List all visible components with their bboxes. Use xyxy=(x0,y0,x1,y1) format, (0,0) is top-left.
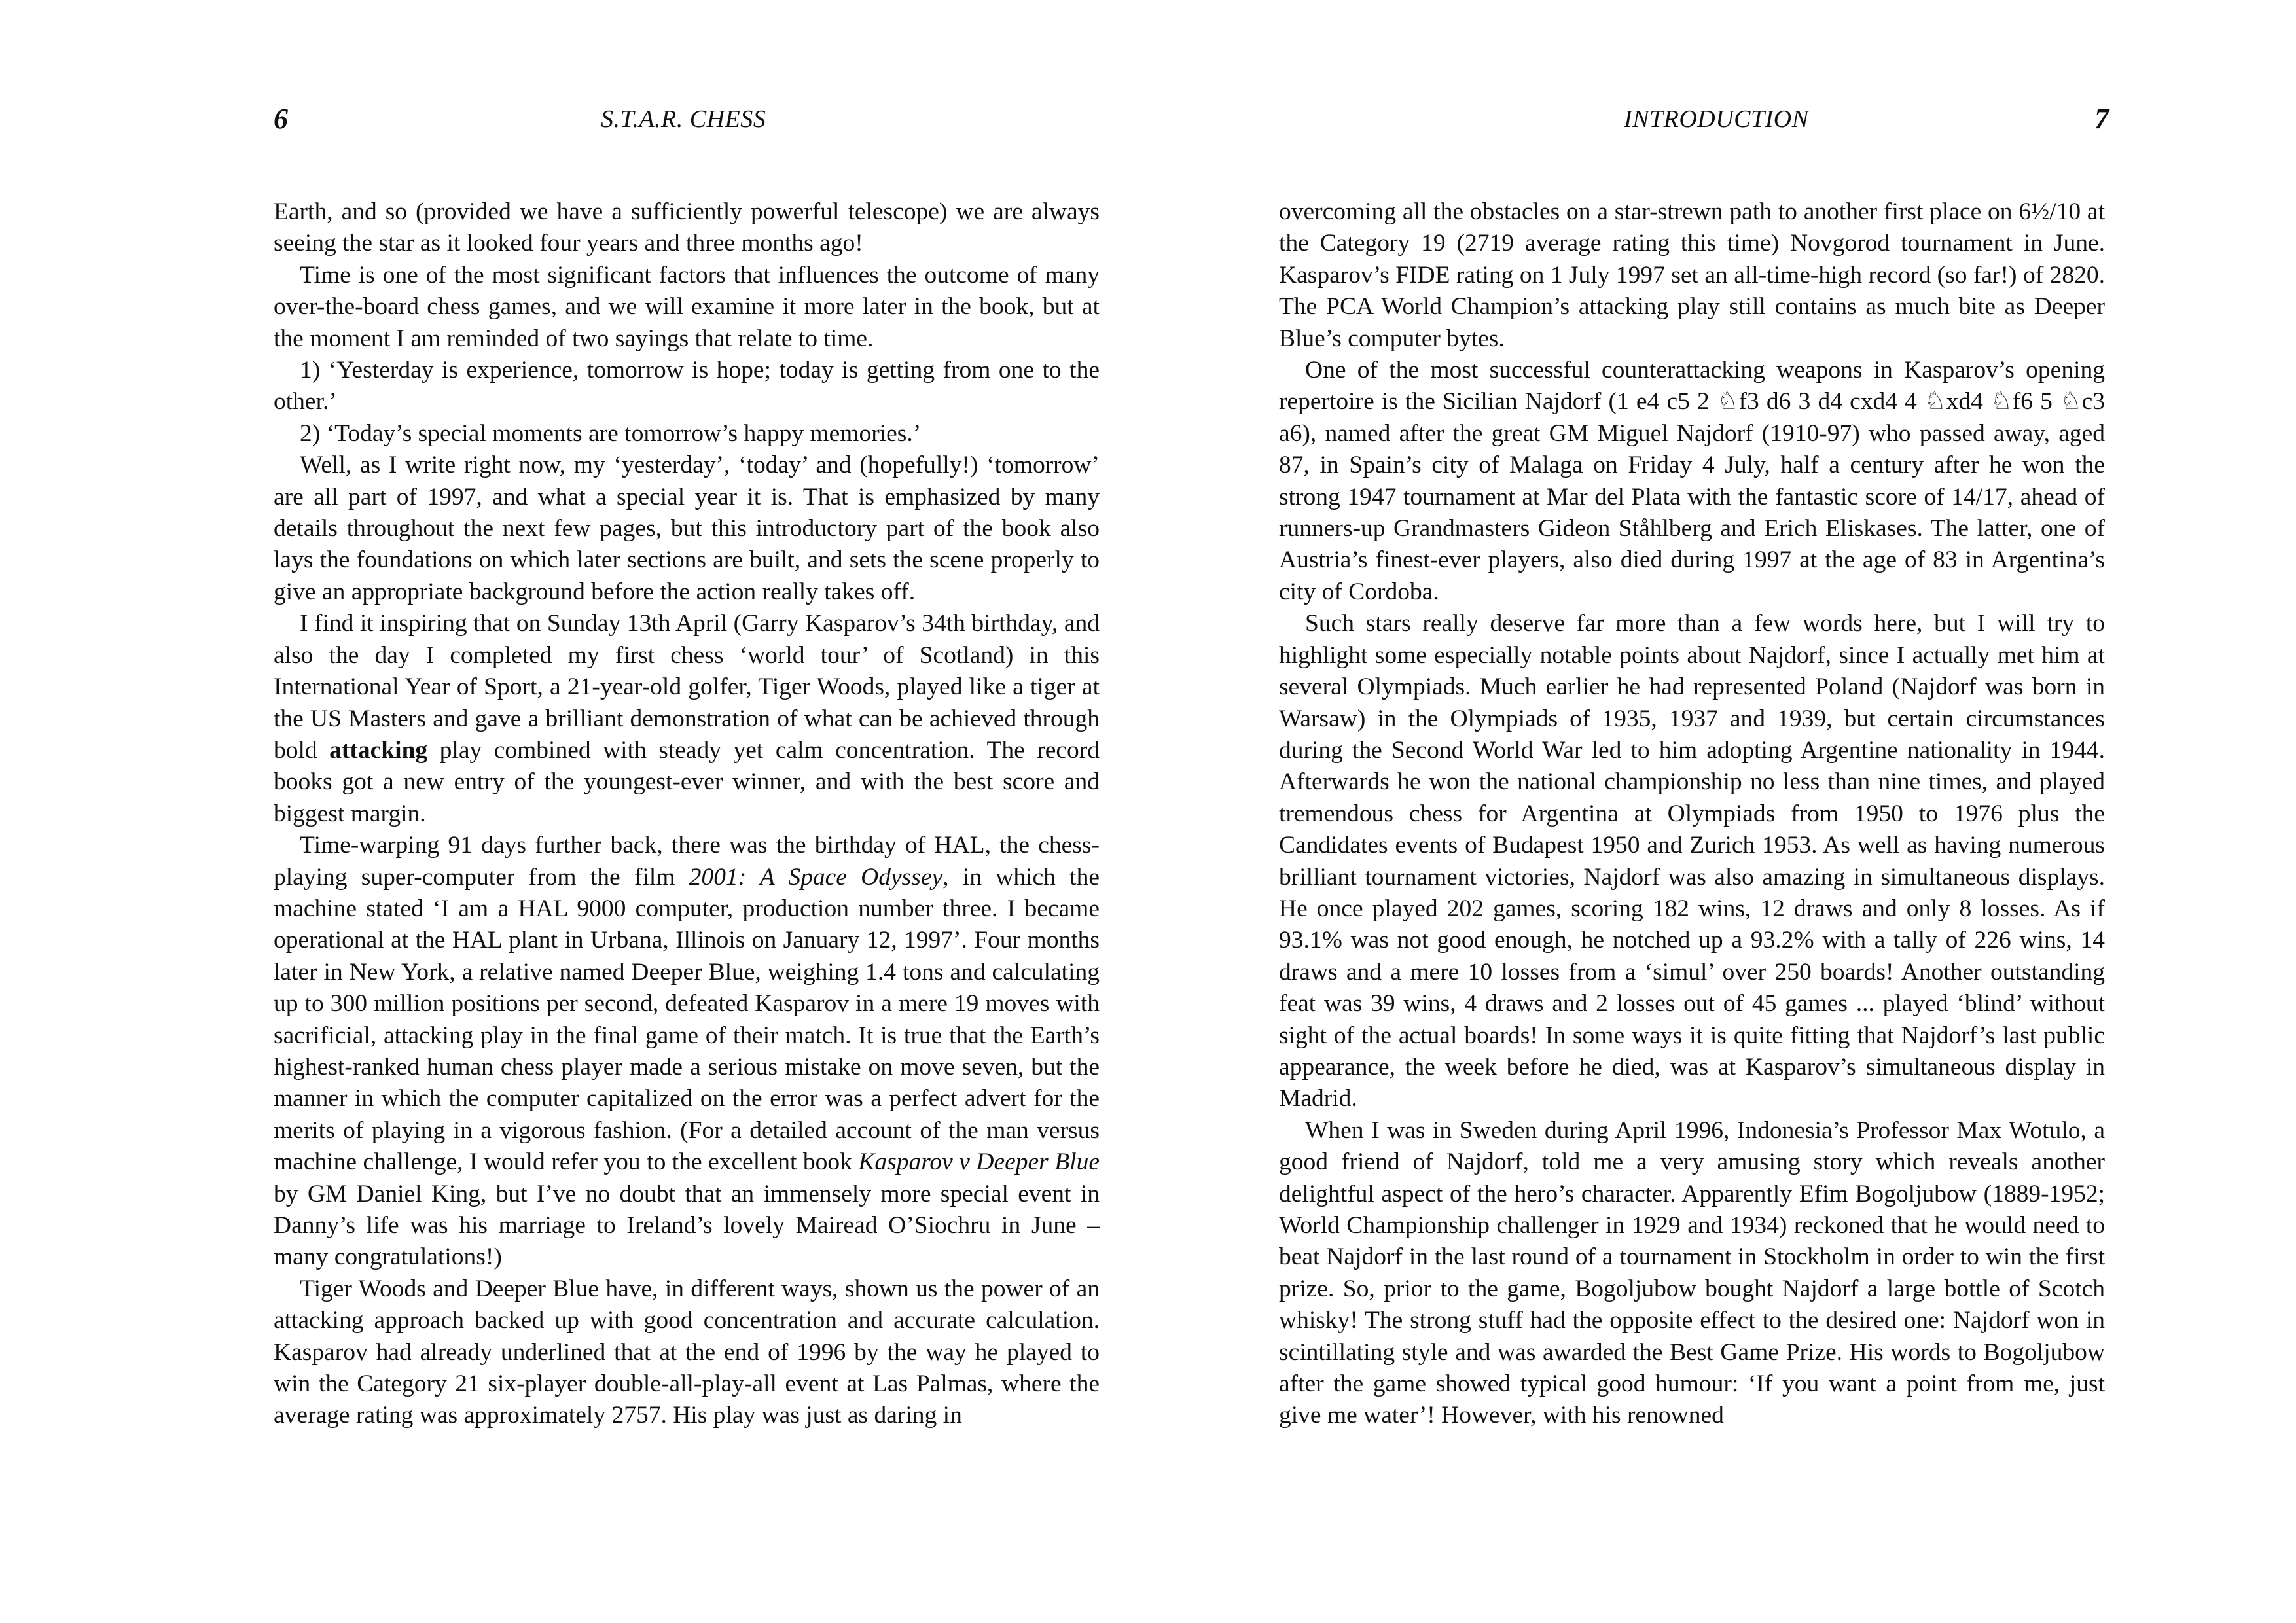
text-run: Time-warping 91 days further back, there was the birthday of HAL, the chess-playing super-computer from the film xyxy=(274,832,1100,891)
text-run: by GM Daniel King, but I’ve no doubt that an immensely more special event in Danny’s life was his marriage to Ireland’s lovely Mairead O’Siochru in June – many congratulations!) xyxy=(274,1180,1100,1271)
bold-term: attacking xyxy=(329,736,428,764)
paragraph: Tiger Woods and Deeper Blue have, in different ways, shown us the power of an attacking approach backed up with good concentration and accurate calculation. Kasparov had already underlined that at the end of 1996 by the way he played to win the Category 21 six-player double-all-play-all event at Las Palmas, where the average rating was approximately 2757. His play was just as daring in xyxy=(274,1275,1100,1429)
paragraph: Earth, and so (provided we have a sufficiently powerful telescope) we are always seeing the star as it looked four years and three months ago! xyxy=(274,198,1100,257)
text-run: I find it inspiring that on Sunday 13th April (Garry Kasparov’s 34th birthday, and also the day I completed my first chess ‘world tour’ of Scotland) in this International Year of Sport, a 21-year-old golfer, Tiger Woods, played like a tiger at the US Masters and gave a brilliant demonstration of what can be achieved through bold xyxy=(274,610,1100,764)
running-head: INTRODUCTION xyxy=(1624,105,1809,133)
paragraph: overcoming all the obstacles on a star-strewn path to another first place on 6½/10 at the Category 19 (2719 average rating this time) Novgorod tournament in June. Kasparov’s FIDE rating on 1 July 1997 set an all-time-high record (so far!) of 2820. The PCA World Champion’s attacking play still contains as much bite as Deeper Blue’s computer bytes. xyxy=(1279,198,2105,352)
paragraph: Such stars really deserve far more than a few words here, but I will try to highlight some especially notable points about Najdorf, since I actually met him at several Olympiads. Much earlier he had represented Poland (Najdorf was born in Warsaw) in the Olympiads of 1935, 1937 and 1939, but certain circumstances during the Second World War led to him adopting Argentine nationality in 1944. Afterwards he won the national championship no less than nine times, and played tremendous chess for Argentina at Olympiads from 1950 to 1976 plus the Candidates events of Budapest 1950 and Zurich 1953. As well as having numerous brilliant tournament victories, Najdorf was also amazing in simultaneous displays. He once played 202 games, scoring 182 wins, 12 draws and only 8 losses. As if 93.1% was not good enough, he notched up a 93.2% with a tally of 226 wins, 14 draws and a mere 10 losses from a ‘simul’ over 250 boards! Another outstanding feat was 39 wins, 4 draws and 2 losses out of 45 games ... played ‘blind’ without sight of the actual boards! In some ways it is quite fitting that Najdorf’s last public appearance, the week before he died, was at Kasparov’s simultaneous display in Madrid. xyxy=(1279,610,2105,1113)
right-page xyxy=(1148,0,2296,1623)
paragraph: 1) ‘Yesterday is experience, tomorrow is hope; today is getting from one to the other.’ xyxy=(274,357,1100,416)
film-title: 2001: A Space Odyssey xyxy=(689,863,943,891)
page-number: 7 xyxy=(2094,103,2109,135)
paragraph: Well, as I write right now, my ‘yesterday’, ‘today’ and (hopefully!) ‘tomorrow’ are all part of 1997, and what a special year it is. That is emphasized by many details throughout the next few pages, but this introductory part of the book also lays the foundations on which later sections are built, and sets the scene properly to give an appropriate background before the action really takes off. xyxy=(274,452,1100,605)
book-title: Kasparov v Deeper Blue xyxy=(858,1149,1100,1176)
text-run: , in which the machine stated ‘I am a HAL 9000 computer, production number three. I became operational at the HAL plant in Urbana, Illinois on January 12, 1997’. Four months later in New York, a relative named Deeper Blue, weighing 1.4 tons and calculating up to 300 million positions per second, defeated Kasparov in a mere 19 moves with sacrificial, attacking play in the final game of their match. It is true that the Earth’s highest-ranked human chess player made a serious mistake on move seven, but the manner in which the computer capitalized on the error was a perfect advert for the merits of playing in a vigorous fashion. (For a detailed account of the man versus machine challenge, I would refer you to the excellent book xyxy=(274,863,1100,1176)
body-text xyxy=(274,196,1100,1432)
paragraph xyxy=(274,830,1100,1274)
paragraph: One of the most successful counterattacking weapons in Kasparov’s opening repertoire is the Sicilian Najdorf (1 e4 c5 2 ♘f3 d6 3 d4 cxd4 4 ♘xd4 ♘f6 5 ♘c3 a6), named after the great GM Miguel Najdorf (1910-97) who passed away, aged 87, in Spain’s city of Malaga on Friday 4 July, half a century after he won the strong 1947 tournament at Mar del Plata with the fantastic score of 14/17, ahead of runners-up Grandmasters Gideon Ståhlberg and Erich Eliskases. The latter, one of Austria’s finest-ever players, also died during 1997 at the age of 83 in Argentina’s city of Cordoba. xyxy=(1279,357,2105,605)
body-text xyxy=(1279,196,2105,1432)
running-head: S.T.A.R. CHESS xyxy=(601,105,766,133)
text-run: play combined with steady yet calm concentration. The record books got a new entry of the youngest-ever winner, and with the best score and biggest margin. xyxy=(274,736,1100,827)
page-number: 6 xyxy=(274,103,288,135)
paragraph xyxy=(274,608,1100,830)
paragraph: 2) ‘Today’s special moments are tomorrow’s happy memories.’ xyxy=(300,419,922,447)
paragraph: Time is one of the most significant factors that influences the outcome of many over-the-board chess games, and we will examine it more later in the book, but at the moment I am reminded of two sayings that relate to time. xyxy=(274,261,1100,352)
paragraph: When I was in Sweden during April 1996, Indonesia’s Professor Max Wotulo, a good friend of Najdorf, told me a very amusing story which reveals another delightful aspect of the hero’s character. Apparently Efim Bogoljubow (1889-1952; World Championship challenger in 1929 and 1934) reckoned that he would need to beat Najdorf in the last round of a tournament in Stockholm in order to win the first prize. So, prior to the game, Bogoljubow bought Najdorf a large bottle of Scotch whisky! The strong stuff had the opposite effect to the desired one: Najdorf won in scintillating style and was awarded the Best Game Prize. His words to Bogoljubow after the game showed typical good humour: ‘If you want a point from me, just give me water’! However, with his renowned xyxy=(1279,1116,2105,1429)
